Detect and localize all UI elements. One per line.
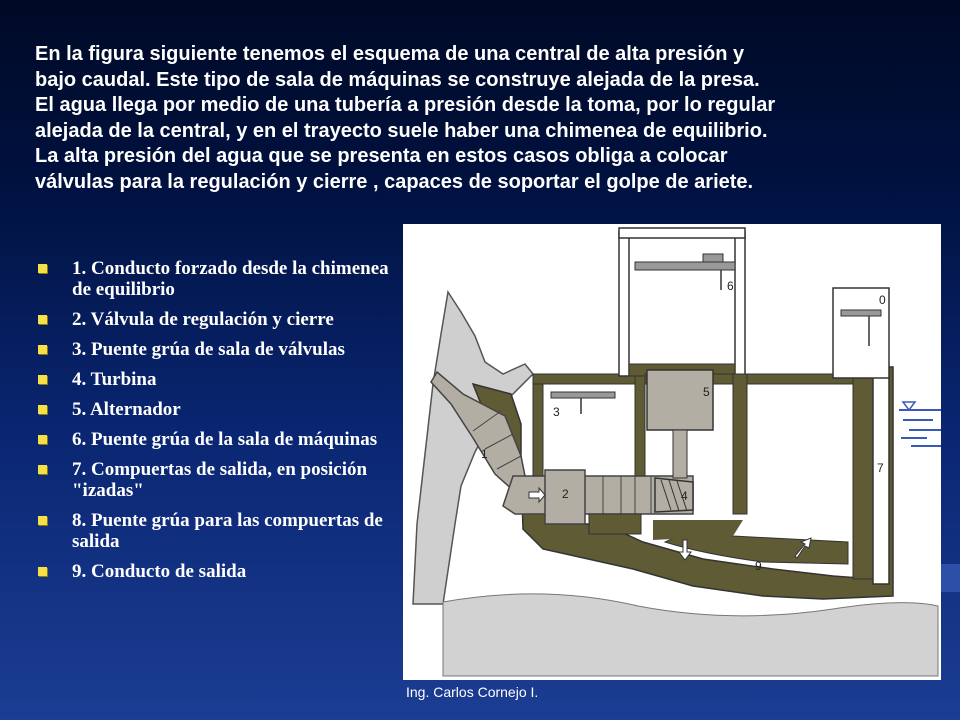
turbine-shaft — [673, 430, 687, 478]
intro-line: La alta presión del agua que se presenta en estos casos obliga a colocar — [35, 145, 728, 167]
list-item-text: 4. Turbina — [72, 369, 157, 390]
valve-crane-beam — [551, 392, 615, 398]
list-item — [38, 339, 393, 360]
figure-label: 5 — [703, 385, 710, 399]
machine-crane-beam — [635, 262, 735, 270]
intro-line: El agua llega por medio de una tubería a presión desde la toma, por lo regular — [35, 94, 776, 116]
list-item-text: 2. Válvula de regulación y cierre — [72, 309, 334, 330]
component-list — [38, 258, 393, 591]
square-bullet-icon — [38, 375, 47, 384]
generator-pillar — [733, 374, 747, 514]
square-bullet-icon — [38, 345, 47, 354]
machine-hall-roof — [619, 228, 745, 238]
alternator — [647, 370, 713, 430]
list-item-text: 1. Conducto forzado desde la chimenea de equilibrio — [72, 258, 389, 300]
tailwater-lines — [899, 410, 941, 446]
figure-label: 0 — [879, 293, 886, 307]
valve-room-wall — [635, 374, 645, 476]
power-plant-diagram — [403, 224, 941, 680]
machine-hall-left-wall — [619, 232, 629, 376]
list-item — [38, 429, 393, 450]
gate-room-wall — [853, 374, 873, 579]
intro-line: válvulas para la regulación y cierre , capaces de soportar el golpe de ariete. — [35, 170, 754, 193]
list-item — [38, 399, 393, 420]
rock-bottom — [443, 594, 938, 676]
square-bullet-icon — [38, 465, 47, 474]
gate-crane-beam — [841, 310, 881, 316]
slide-edge-tab — [941, 564, 960, 592]
list-item — [38, 369, 393, 390]
intro-line: alejada de la central, y en el trayecto suele haber una chimenea de equilibrio. — [35, 119, 768, 142]
list-item — [38, 561, 393, 582]
list-item — [38, 309, 393, 330]
list-item-text: 6. Puente grúa de la sala de máquinas — [72, 429, 378, 450]
figure-label: 3 — [553, 405, 560, 419]
figure-label: 4 — [681, 489, 688, 503]
square-bullet-icon — [38, 405, 47, 414]
list-item-text: 9. Conducto de salida — [72, 561, 247, 582]
list-item — [38, 459, 393, 501]
square-bullet-icon — [38, 315, 47, 324]
list-item-text: 7. Compuertas de salida, en posición "izadas" — [72, 459, 368, 501]
valve-room-wall — [533, 380, 543, 476]
list-item — [38, 258, 393, 300]
square-bullet-icon — [38, 516, 47, 525]
list-item-text: 3. Puente grúa de sala de válvulas — [72, 339, 345, 360]
figure-label: 6 — [727, 279, 734, 293]
water-level-marker — [903, 402, 915, 410]
power-plant-svg — [403, 224, 941, 680]
figure-label: 9 — [755, 559, 762, 573]
crane-trolley — [703, 254, 723, 262]
square-bullet-icon — [38, 435, 47, 444]
figure-label: 7 — [877, 461, 884, 475]
square-bullet-icon — [38, 264, 47, 273]
author-footer: Ing. Carlos Cornejo I. — [406, 684, 539, 700]
valve-room-base — [589, 514, 641, 534]
list-item — [38, 510, 393, 552]
figure-label: 2 — [562, 487, 569, 501]
machine-hall-right-wall — [735, 232, 745, 376]
list-item-text: 5. Alternador — [72, 399, 181, 420]
intro-line: bajo caudal. Este tipo de sala de máquinas se construye alejada de la presa. — [35, 68, 760, 91]
list-item-text: 8. Puente grúa para las compuertas de salida — [72, 510, 383, 552]
square-bullet-icon — [38, 567, 47, 576]
intro-line: En la figura siguiente tenemos el esquema de una central de alta presión y — [35, 43, 745, 65]
gate-shaft — [873, 374, 889, 584]
intro-paragraph — [35, 42, 935, 195]
figure-label: 1 — [481, 447, 488, 461]
